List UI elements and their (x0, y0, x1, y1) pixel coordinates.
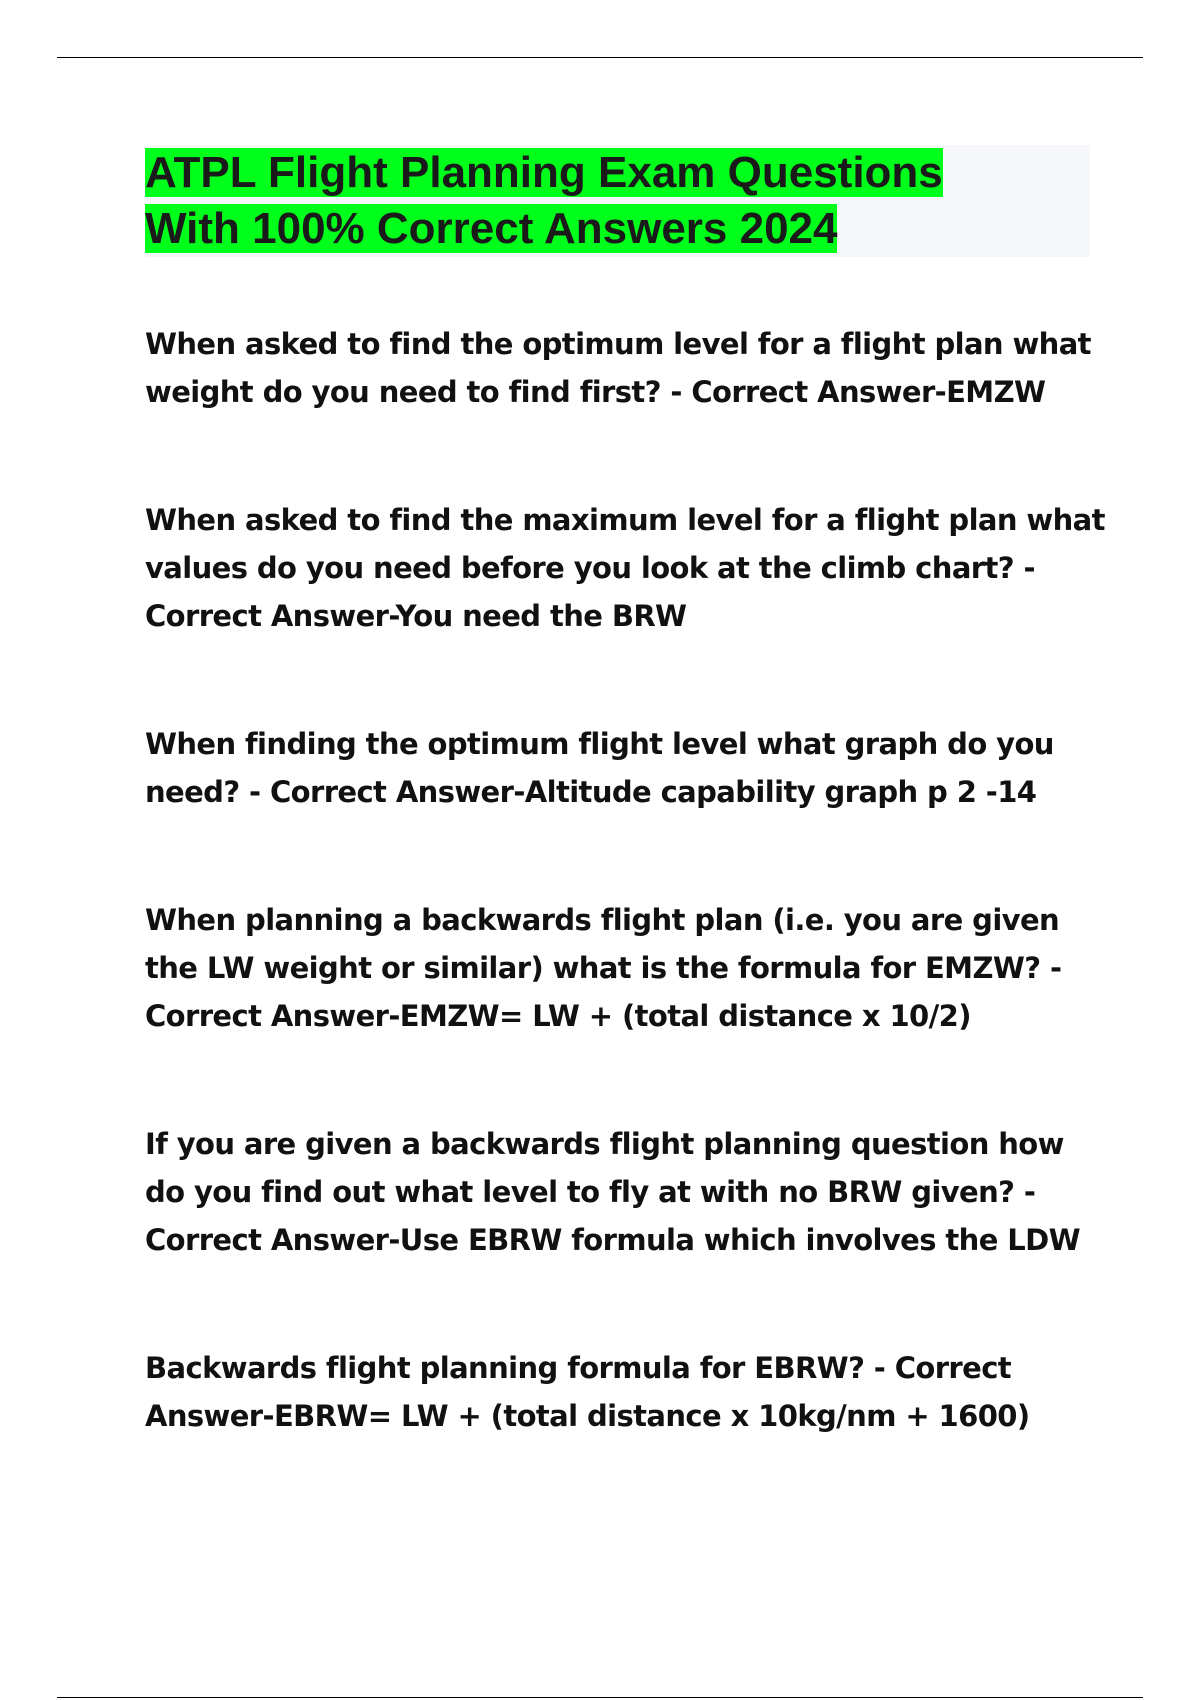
question-item-1: When asked to find the optimum level for a flight plan what weight do you need to find first? - Correct Answer-EMZW (145, 327, 1091, 409)
question-item-5: If you are given a backwards flight planning question how do you find out what level to fly at with no BRW given? - Correct Answer-Use EBRW formula which involves the LDW (145, 1127, 1080, 1257)
page-title (145, 145, 1090, 257)
question-list (145, 320, 1105, 1440)
title-line-1: ATPL Flight Planning Exam Questions (145, 148, 943, 197)
question-item-4: When planning a backwards flight plan (i.e. you are given the LW weight or similar) what is the formula for EMZW? - Correct Answer-EMZW= LW + (total distance x 10/2) (145, 903, 1062, 1033)
bottom-divider (57, 1697, 1143, 1698)
question-item-6: Backwards flight planning formula for EBRW? - Correct Answer-EBRW= LW + (total distance x 10kg/nm + 1600) (145, 1351, 1030, 1433)
title-box (145, 145, 1090, 257)
question-item-2: When asked to find the maximum level for a flight plan what values do you need before you look at the climb chart? - Correct Answer-You need the BRW (145, 503, 1105, 633)
title-line-2: With 100% Correct Answers 2024 (145, 204, 838, 253)
question-item-3: When finding the optimum flight level what graph do you need? - Correct Answer-Altitude capability graph p 2 -14 (145, 727, 1054, 809)
top-divider (57, 57, 1143, 58)
